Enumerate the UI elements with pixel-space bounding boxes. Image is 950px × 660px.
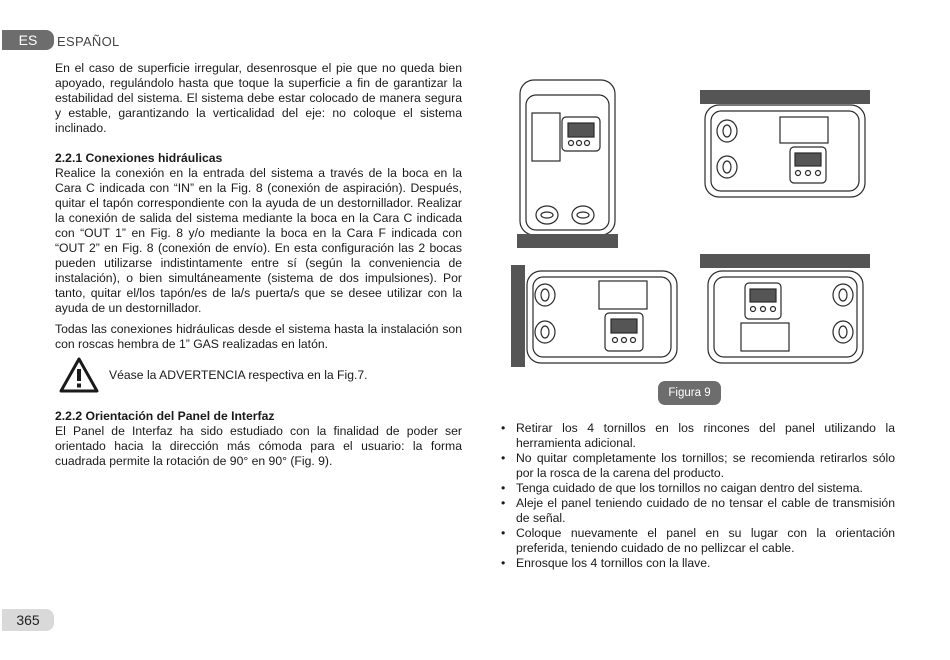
panel-orientation-drawing (505, 75, 880, 375)
wall-bar-3 (511, 265, 525, 367)
ground-bar-1 (517, 234, 618, 248)
unit-view-bottom-right (708, 271, 863, 363)
section-2-2-2-paragraph: El Panel de Interfaz ha sido estudiado con la finalidad de poder ser orientado hacia la dirección más cómoda para el usuario: la forma cuadrada permite la rotación de 90° en 90° (Fig. 9). (55, 424, 462, 468)
intro-paragraph: En el caso de superficie irregular, desenrosque el pie que no queda bien apoyado, regulándolo hasta que toque la superficie a fin de garantizar la estabilidad del sistema. El sistema debe estar colocado de manera segura y estable, garantizando la verticalidad del eje: no coloque el sistema inclinado. (55, 61, 462, 135)
page-number: 365 (2, 609, 54, 631)
instruction-list (500, 421, 895, 571)
ground-bar-4 (700, 254, 870, 268)
figure-label: Figura 9 (658, 381, 721, 405)
unit-view-vertical (520, 80, 615, 235)
section-2-2-1-paragraph-2: Todas las conexiones hidráulicas desde el sistema hasta la instalación son con roscas hembra de 1” GAS realizadas en latón. (55, 322, 462, 351)
warning-text: Véase la ADVERTENCIA respectiva en la Fig.7. (109, 367, 368, 382)
unit-view-top-right (705, 105, 865, 197)
list-item: • Enrosque los 4 tornillos con la llave. (500, 556, 895, 571)
list-item: • Retirar los 4 tornillos en los rincones del panel utilizando la herramienta adicional. (500, 421, 895, 451)
ground-bar-2 (700, 90, 870, 104)
figure-9-illustration (505, 75, 880, 375)
language-name: ESPAÑOL (57, 34, 120, 49)
section-2-2-1-title: 2.2.1 Conexiones hidráulicas (55, 151, 223, 165)
list-item: • No quitar completamente los tornillos; se recomienda retirarlos sólo por la rosca de la carena del producto. (500, 451, 895, 481)
warning-note (59, 356, 462, 394)
list-item: • Coloque nuevamente el panel en su lugar con la orientación preferida, teniendo cuidado de no pellizcar el cable. (500, 526, 895, 556)
language-code-tab: ES (2, 30, 54, 50)
list-item: • Tenga cuidado de que los tornillos no caigan dentro del sistema. (500, 481, 895, 496)
warning-triangle-icon (59, 357, 99, 393)
unit-view-bottom-left (527, 271, 677, 363)
left-column (55, 61, 462, 469)
list-item: • Aleje el panel teniendo cuidado de no tensar el cable de transmisión de señal. (500, 496, 895, 526)
section-2-2-2-title: 2.2.2 Orientación del Panel de Interfaz (55, 409, 275, 423)
section-2-2-1-paragraph-1: Realice la conexión en la entrada del sistema a través de la boca en la Cara C indicada con “IN” en la Fig. 8 (conexión de aspiración). Después, quitar el tapón correspondiente con la ayuda de un destornillador. Realizar la conexión de salida del sistema mediante la boca en la Cara C indicada con “OUT 1” en Fig. 8 y/o mediante la boca en la Cara F indicada con “OUT 2” en Fig. 8 (conexión de envío). En esta configuración las 2 bocas pueden utilizarse indistintamente entre sí (según la conveniencia de instalación), o bien simultáneamente (sistema de dos impulsiones). Por tanto, quitar el/los tapón/es de la/s puerta/s que se desee utilizar con la ayuda de un destornillador. (55, 166, 462, 315)
